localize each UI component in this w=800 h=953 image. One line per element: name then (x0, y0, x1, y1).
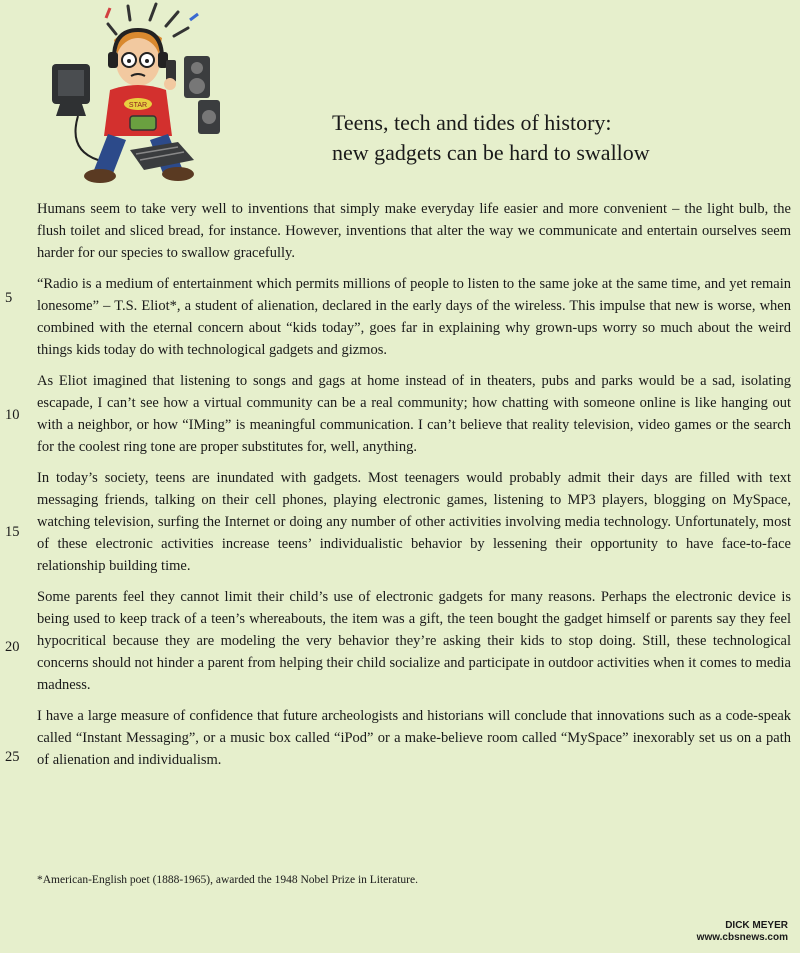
credit-author: DICK MEYER (725, 920, 788, 931)
line-number: 5 (5, 290, 13, 306)
credit (697, 920, 788, 944)
line-number: 25 (5, 749, 20, 765)
line-number: 15 (5, 524, 20, 540)
paragraph: I have a large measure of confidence that future archeologists and historians will conclude that innovations such as a code-speak called “Instant Messaging”, or a music box called “iPod” or a make-believe room called “MySpace” inexorably set us on a path of alienation and individualism. (37, 708, 791, 768)
paragraph: In today’s society, teens are inundated with gadgets. Most teenagers would probably admit their days are filled with text messaging friends, talking on their cell phones, playing electronic games, listening to MP3 players, blogging on MySpace, watching television, surfing the Internet or doing any number of other activities involving media technology. Unfortunately, most of these electronic activities increase teens’ individualistic behavior by lessening their opportunity to have face-to-face relationship building time. (37, 470, 791, 574)
article-body (37, 198, 791, 780)
paragraph: As Eliot imagined that listening to songs and gags at home instead of in theaters, pubs and parks would be a sad, isolating escapade, I can’t see how a virtual community can be a real community; how chatting with someone online is like hanging out with a neighbor, or how “IMing” is meaningful communication. I can’t believe that reality television, video games or the search for the coolest ring tone are proper substitutes for, well, anything. (37, 373, 791, 455)
article-title (332, 108, 650, 168)
credit-source: www.cbsnews.com (696, 932, 788, 943)
title-line-1: Teens, tech and tides of history: (332, 110, 612, 135)
shirt-text: STAR (128, 102, 148, 109)
paragraph: “Radio is a medium of entertainment which permits millions of people to listen to the same joke at the same time, and yet remain lonesome” – T.S. Eliot*, a student of alienation, declared in the early days of the wireless. This impulse that new is worse, when combined with the eternal concern about “kids today”, goes far in explaining why grown-ups worry so much about the weird things kids today do with technological gadgets and gizmos. (37, 276, 791, 358)
footnote: *American-English poet (1888-1965), awarded the 1948 Nobel Prize in Literature. (37, 874, 418, 886)
paragraph: Some parents feel they cannot limit their child’s use of electronic gadgets for many reasons. Perhaps the electronic device is being used to keep track of a teen’s whereabouts, the item was a gift, the teen bought the gadget himself or parents say they feel hypocritical because they are modeling the very behavior they’re asking their kids to stop doing. Still, these technological concerns should not hinder a parent from helping their child socialize and participate in outdoor activities when it comes to media madness. (37, 589, 791, 693)
paragraph: Humans seem to take very well to inventions that simply make everyday life easier and more convenient – the light bulb, the flush toilet and sliced bread, for instance. However, inventions that alter the way we communicate and entertain ourselves seem harder for our species to swallow gracefully. (37, 201, 791, 261)
teen-with-gadgets-illustration (38, 0, 238, 190)
title-line-2: new gadgets can be hard to swallow (332, 140, 650, 165)
line-number: 20 (5, 639, 20, 655)
line-number: 10 (5, 407, 20, 423)
